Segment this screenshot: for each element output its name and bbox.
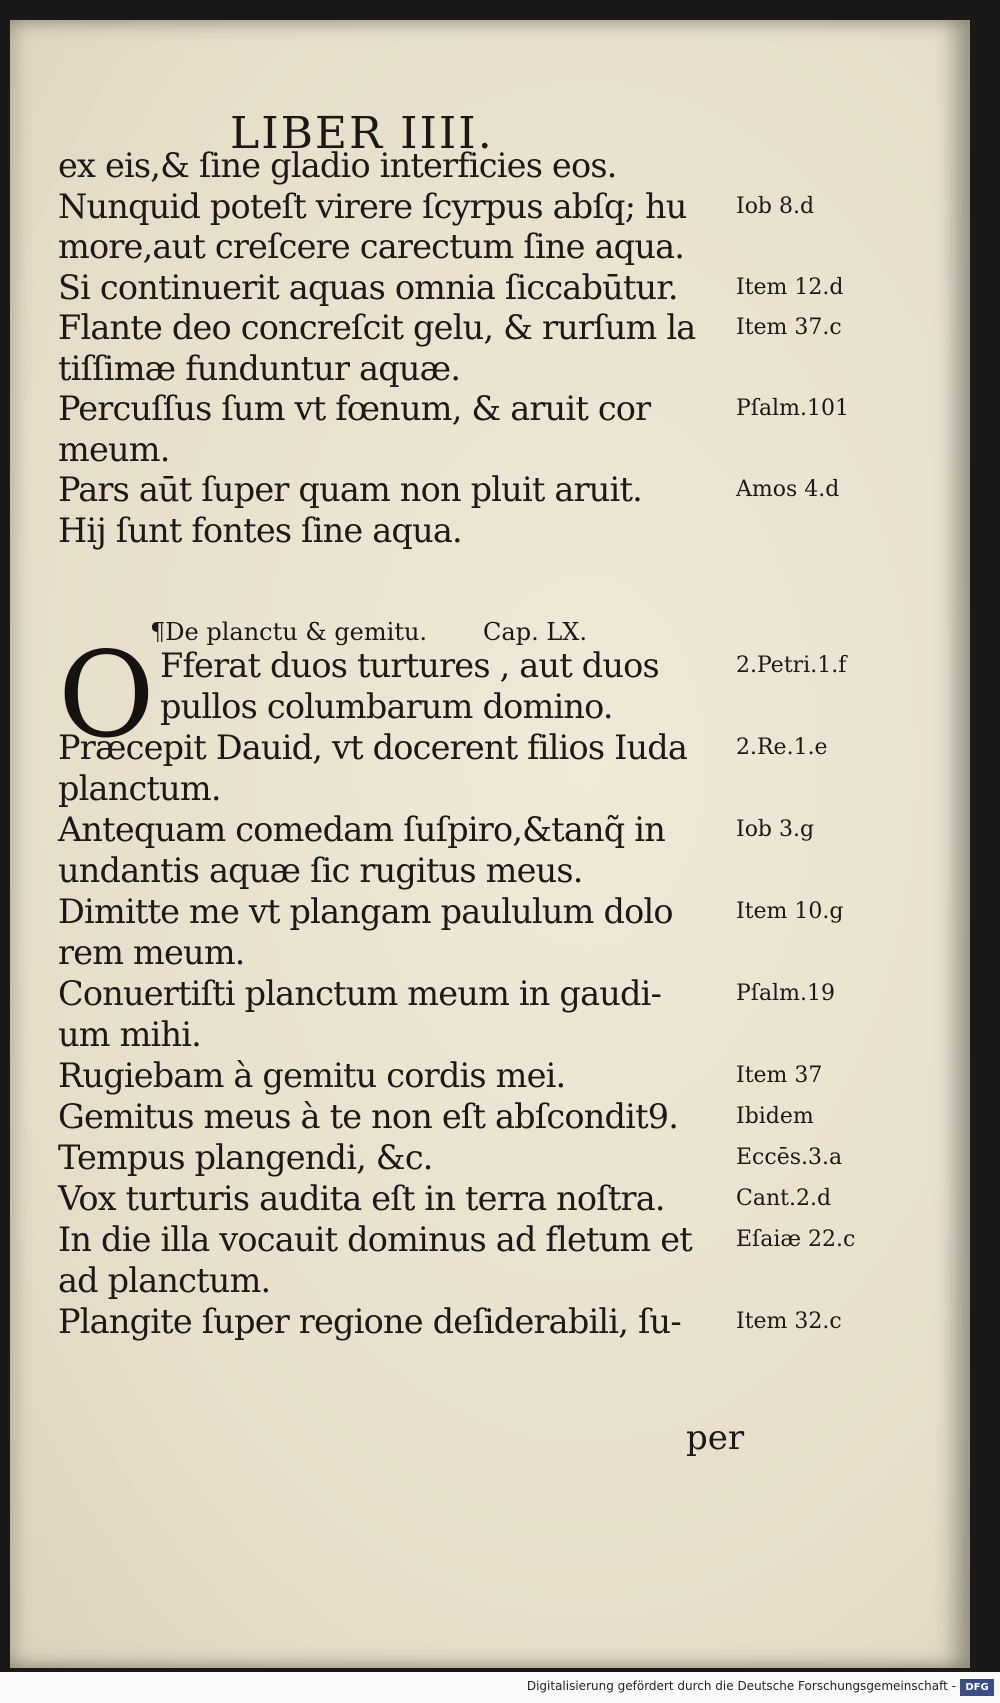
margin-reference: Iob 8.d [736, 193, 815, 219]
text-line: Percuſſus ſum vt fœnum, & aruit cor [58, 389, 651, 428]
text-line: Hij ſunt fontes ſine aqua. [58, 510, 462, 550]
text-line: Conuertiſti planctum meum in gaudi- [58, 974, 662, 1013]
text-line: ad planctum. [58, 1261, 271, 1300]
text-line: Flante deo concreſcit gelu, & rurſum la [58, 308, 696, 347]
chapter-number: Cap. LX. [483, 618, 587, 646]
text-line: pullos columbarum domino. [160, 687, 613, 726]
text-line: Vox turturis audita eſt in terra noſtra. [58, 1179, 665, 1218]
text-line: Pars aūt ſuper quam non pluit aruit. [58, 470, 642, 509]
chapter-heading [150, 618, 587, 646]
text-line: tiſſimæ funduntur aquæ. [58, 348, 461, 388]
margin-reference: Pſalm.19 [736, 981, 835, 1006]
text-line: um mihi. [58, 1015, 202, 1054]
text-line: Fferat duos turtures , aut duos [160, 646, 659, 685]
margin-reference: Iob 3.g [736, 817, 815, 842]
text-line: planctum. [58, 769, 221, 808]
text-line: Præcepit Dauid, vt docerent filios Iuda [58, 728, 688, 767]
digitization-footer [0, 1672, 1000, 1703]
text-line: Antequam comedam ſuſpiro,&tanq̃ in [58, 810, 665, 849]
margin-reference: 2.Re.1.e [736, 735, 828, 760]
dfg-logo: DFG [960, 1679, 994, 1696]
margin-reference: Pſalm.101 [736, 396, 849, 421]
margin-reference: Item 32.c [736, 1309, 842, 1334]
drop-cap-initial: O [58, 626, 155, 764]
text-line: undantis aquæ ſic rugitus meus. [58, 851, 583, 890]
margin-reference: Item 37 [736, 1063, 823, 1088]
book-page [10, 20, 970, 1668]
margin-reference: Item 12.d [736, 274, 844, 300]
text-line: rem meum. [58, 933, 245, 972]
text-line: Plangite ſuper regione deſiderabili, ſu- [58, 1302, 681, 1341]
text-line: ex eis,& ſine gladio interficies eos. [58, 146, 617, 185]
margin-reference: Item 37.c [736, 315, 842, 340]
text-line: Nunquid poteſt virere ſcyrpus abſq; hu [58, 186, 687, 226]
text-line: In die illa vocauit dominus ad fletum et [58, 1220, 692, 1259]
text-line: Rugiebam à gemitu cordis mei. [58, 1056, 566, 1095]
margin-reference: Item 10.g [736, 899, 844, 924]
footer-credit: Digitalisierung gefördert durch die Deutsche Forschungsgemeinschaft - [526, 1679, 956, 1693]
margin-reference: 2.Petri.1.f [736, 653, 847, 678]
margin-reference: Cant.2.d [736, 1186, 832, 1211]
chapter-title: ¶De planctu & gemitu. [150, 618, 428, 646]
running-head: LIBER IIII. [230, 108, 494, 159]
text-line: Dimitte me vt plangam paululum dolo [58, 892, 673, 931]
text-line: Gemitus meus à te non eſt abſcondit9. [58, 1097, 679, 1136]
text-line: Tempus plangendi, &c. [58, 1138, 433, 1177]
margin-reference: Eccēs.3.a [736, 1145, 843, 1170]
margin-reference: Ibidem [736, 1104, 814, 1129]
margin-reference: Amos 4.d [736, 477, 840, 502]
text-line: Si continuerit aquas omnia ſiccabūtur. [58, 267, 678, 307]
text-line: more,aut creſcere carectum ſine aqua. [58, 227, 685, 266]
margin-reference: Eſaiæ 22.c [736, 1227, 856, 1252]
catchword: per [686, 1418, 745, 1458]
text-line: meum. [58, 429, 170, 469]
